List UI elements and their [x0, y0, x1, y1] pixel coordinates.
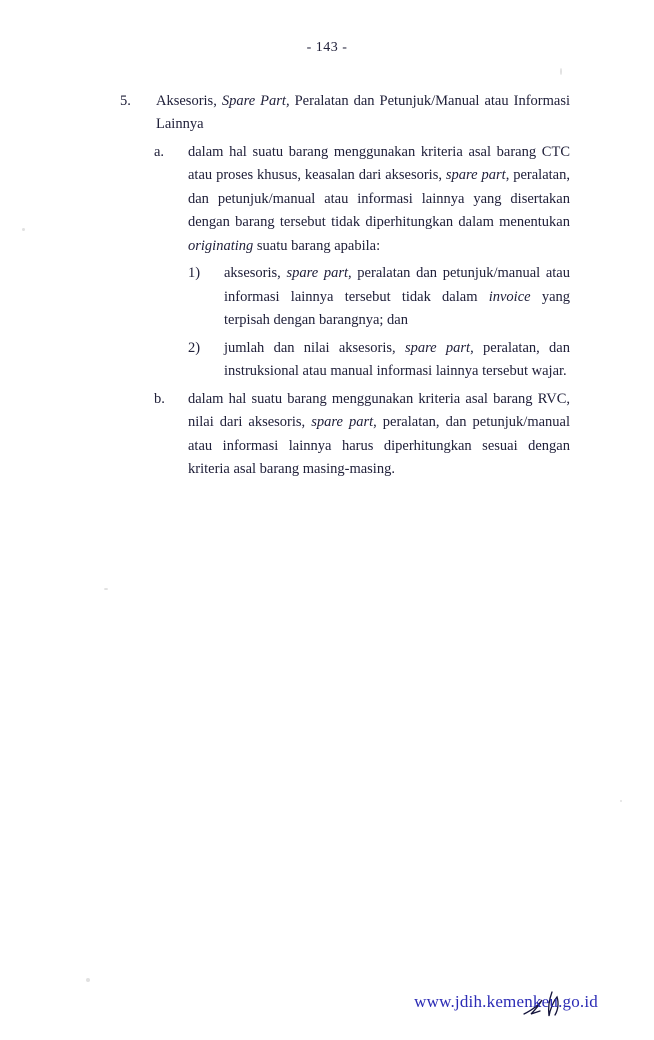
footer-url[interactable]: www.jdih.kemenkeu.go.id [414, 992, 598, 1011]
page-speck [620, 800, 622, 802]
list-item [120, 90, 570, 137]
list-item-text: jumlah dan nilai aksesoris, spare part, peralatan, dan instruksional atau manual informasi lainnya tersebut wajar. [224, 339, 570, 380]
document-body [120, 90, 570, 482]
list-item-text: aksesoris, spare part, peralatan dan petunjuk/manual atau informasi lainnya tersebut tidak dalam invoice yang terpisah dengan barangnya; dan [224, 265, 571, 329]
list-item [154, 388, 570, 482]
page-speck [560, 68, 562, 75]
page-speck [22, 228, 25, 231]
page-speck [104, 588, 108, 590]
list-item [154, 141, 570, 258]
list-marker: a. [154, 143, 165, 160]
list-item-text: dalam hal suatu barang menggunakan kriteria asal barang CTC atau proses khusus, keasalan dari aksesoris, spare part, peralatan, dan petunjuk/manual atau informasi lainnya yang disertakan dengan barang tersebut tidak diperhitungkan dalam menentukan originating suatu barang apabila: [188, 143, 570, 254]
list-marker: b. [154, 390, 165, 407]
document-page [0, 40, 654, 1040]
list-item [188, 337, 570, 384]
page-speck [86, 978, 90, 982]
list-marker: 1) [188, 265, 201, 282]
list-marker: 2) [188, 339, 201, 356]
list-item-text: Aksesoris, Spare Part, Peralatan dan Petunjuk/Manual atau Informasi Lainnya [156, 93, 571, 133]
list-marker: 5. [120, 93, 131, 109]
page-number: - 143 - [306, 40, 348, 55]
list-item-text: dalam hal suatu barang menggunakan kriteria asal barang RVC, nilai dari aksesoris, spare part, peralatan, dan petunjuk/manual atau informasi lainnya harus diperhitungkan sesuai dengan kriteria asal barang masing-masing. [188, 390, 571, 478]
list-item [188, 262, 570, 332]
